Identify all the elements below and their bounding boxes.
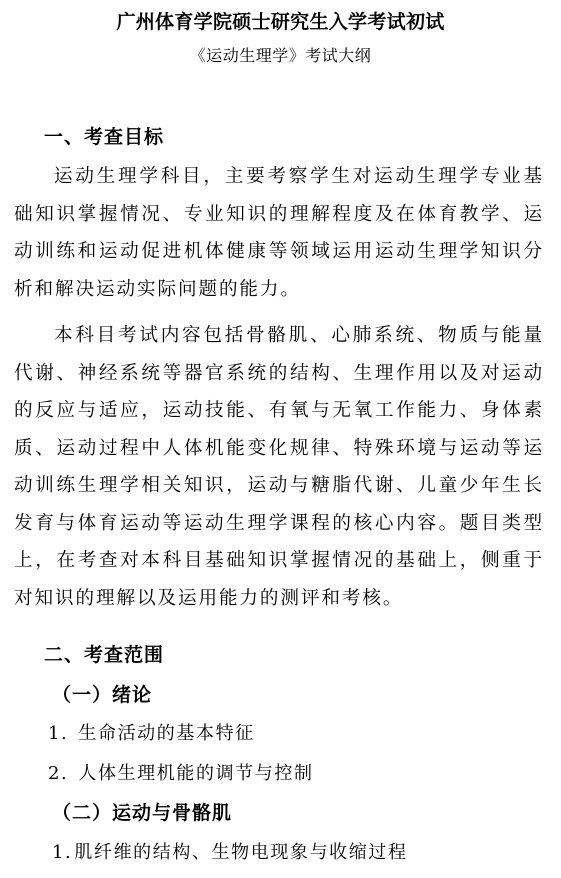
section-heading-scope: 二、考查范围 [44, 644, 165, 666]
list-item-text: 肌纤维的结构、生物电现象与收缩过程 [74, 842, 408, 863]
objectives-paragraph-2: 本科目考试内容包括骨骼肌、心肺系统、物质与能量代谢、神经系统等器官系统的结构、生理作用以及对运动的反应与适应，运动技能、有氧与无氧工作能力、身体素质、运动过程中人体机能变化规律、特殊环境与运动等运动训练生理学相关知识，运动与糖脂代谢、儿童少年生长发育与体育运动等运动生理学课程的核心内容。题目类型上，在考查对本科目基础知识掌握情况的基础上，侧重于对知识的理解以及运用能力的测评和考核。 [14, 325, 544, 609]
list-item-number: 2. [48, 763, 69, 784]
list-item-number: 1. [52, 842, 73, 863]
list-item-text: 生命活动的基本特征 [78, 723, 255, 744]
section-heading-objectives: 一、考查目标 [44, 126, 165, 148]
list-item-text: 人体生理机能的调节与控制 [78, 763, 314, 784]
subsection-heading-introduction: （一）绪论 [52, 684, 153, 706]
list-item [48, 761, 314, 787]
list-item [52, 840, 408, 866]
list-item-number: 1. [48, 723, 69, 744]
subsection-heading-exercise-muscle: （二）运动与骨骼肌 [52, 802, 233, 824]
document-subtitle: 《运动生理学》考试大纲 [189, 46, 372, 65]
objectives-paragraph-1: 运动生理学科目，主要考察学生对运动生理学专业基础知识掌握情况、专业知识的理解程度及在体育教学、运动训练和运动促进机体健康等领域运用运动生理学知识分析和解决运动实际问题的能力。 [14, 166, 544, 300]
document-title: 广州体育学院硕士研究生入学考试初试 [116, 11, 445, 33]
list-item [48, 721, 255, 747]
